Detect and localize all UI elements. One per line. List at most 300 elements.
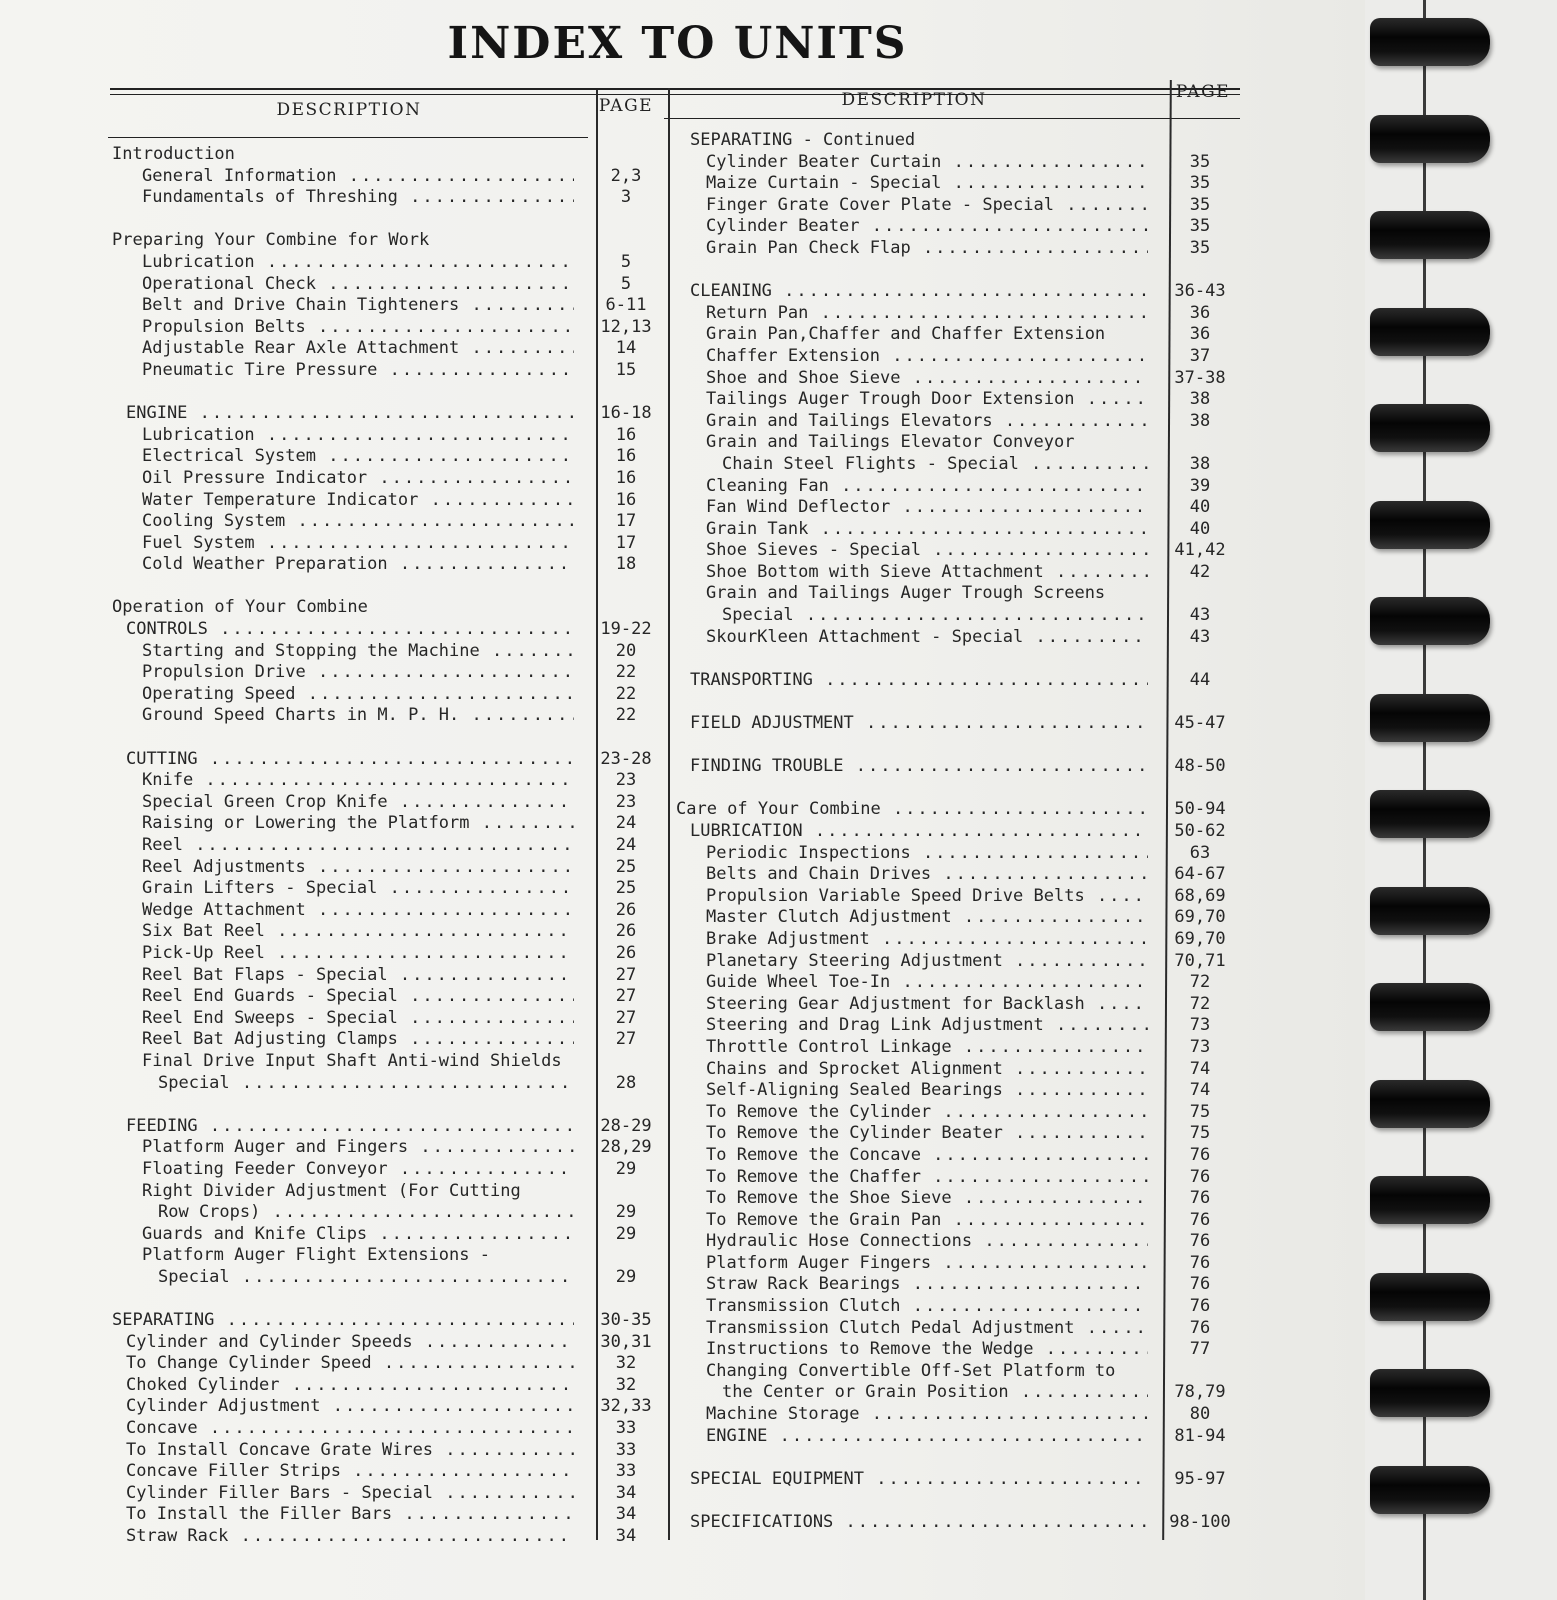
entry-page-number: 81-94: [1174, 1425, 1226, 1446]
index-entry: [676, 1015, 1252, 1037]
index-entry: [112, 1310, 672, 1332]
index-entry: [112, 1440, 672, 1462]
entry-description: ENGINE .....: [706, 1426, 1148, 1448]
entry-description: Straw Rack .....: [126, 1526, 574, 1548]
index-entry: [112, 144, 672, 166]
index-entry: [676, 735, 1252, 757]
entry-description: Lubrication .....: [142, 252, 574, 274]
entry-description: Transmission Clutch .....: [706, 1296, 1148, 1318]
entry-description: ENGINE .....: [126, 403, 574, 425]
binding-ring: [1370, 1466, 1490, 1514]
index-entry: [676, 368, 1252, 390]
entry-page-number: 76: [1189, 1231, 1211, 1252]
index-entry: [676, 972, 1252, 994]
entry-page-number: 27: [615, 1007, 637, 1028]
entry-description: Operation of Your Combine: [112, 597, 368, 618]
entry-description: Belt and Drive Chain Tighteners .....: [142, 295, 574, 317]
entry-description: SEPARATING .....: [112, 1310, 574, 1332]
entry-description: Floating Feeder Conveyor .....: [142, 1159, 574, 1181]
entry-page-number: 26: [615, 899, 637, 920]
entry-page-number: 16: [615, 467, 637, 488]
entry-description: To Remove the Cylinder .....: [706, 1102, 1148, 1124]
entry-description: Reel Bat Adjusting Clamps .....: [142, 1029, 574, 1051]
entry-description: Steering Gear Adjustment for Backlash .....: [706, 994, 1148, 1016]
entry-page-number: 98-100: [1169, 1512, 1231, 1532]
binding-ring: [1370, 1176, 1490, 1224]
entry-description: Raising or Lowering the Platform .....: [142, 813, 574, 835]
left-entry-list: [112, 144, 672, 1548]
entry-description: To Remove the Cylinder Beater .....: [706, 1123, 1148, 1145]
entry-page-number: 15: [615, 359, 637, 380]
index-entry: [112, 1073, 672, 1095]
entry-page-number: 63: [1189, 842, 1211, 863]
entry-description: Reel .....: [142, 835, 574, 857]
entry-page-number: 16-18: [600, 403, 652, 424]
entry-description: Hydraulic Hose Connections .....: [706, 1231, 1148, 1253]
entry-description: Finger Grate Cover Plate - Special .....: [706, 195, 1148, 217]
index-entry: [676, 1339, 1252, 1361]
entry-description: Self-Aligning Sealed Bearings .....: [706, 1080, 1148, 1102]
index-entry: [112, 1181, 672, 1203]
entry-page-number: 38: [1189, 410, 1211, 431]
entry-description: Guards and Knife Clips .....: [142, 1224, 574, 1246]
entry-description: LUBRICATION .....: [690, 821, 1148, 843]
entry-page-number: 34: [615, 1526, 637, 1546]
entry-description: Propulsion Variable Speed Drive Belts .....: [706, 886, 1148, 908]
binding-ring: [1370, 1080, 1490, 1128]
entry-page-number: 28-29: [600, 1115, 652, 1136]
index-entry: [676, 951, 1252, 973]
entry-page-number: 37: [1189, 345, 1211, 366]
entry-page-number: 30-35: [600, 1310, 652, 1331]
entry-description: Operational Check .....: [142, 274, 574, 296]
entry-page-number: 26: [615, 921, 637, 942]
index-entry: [676, 864, 1252, 886]
entry-page-number: 16: [615, 446, 637, 467]
binding-ring: [1370, 1273, 1490, 1321]
entry-description: Shoe Bottom with Sieve Attachment .....: [706, 562, 1148, 584]
index-entry: [112, 360, 672, 382]
entry-page-number: 30,31: [600, 1331, 652, 1352]
entry-description: Steering and Drag Link Adjustment .....: [706, 1015, 1148, 1037]
entry-page-number: 20: [615, 640, 637, 661]
entry-description: Pick-Up Reel .....: [142, 943, 574, 965]
index-entry: [676, 627, 1252, 649]
index-entry: [676, 1037, 1252, 1059]
entry-description: Cylinder Filler Bars - Special .....: [126, 1483, 574, 1505]
entry-page-number: 36: [1189, 324, 1211, 345]
entry-page-number: 80: [1189, 1404, 1211, 1425]
entry-page-number: 35: [1189, 237, 1211, 258]
entry-page-number: 5: [620, 251, 632, 272]
entry-description: SPECIFICATIONS .....: [690, 1512, 1148, 1534]
entry-description: To Remove the Concave .....: [706, 1145, 1148, 1167]
entry-page-number: 76: [1189, 1209, 1211, 1230]
entry-description: Belts and Chain Drives .....: [706, 864, 1148, 886]
entry-page-number: 78,79: [1174, 1382, 1226, 1403]
entry-page-number: 34: [615, 1482, 637, 1503]
entry-description: Instructions to Remove the Wedge .....: [706, 1339, 1148, 1361]
index-entry: [676, 1426, 1252, 1448]
index-entry: [112, 274, 672, 296]
index-entry: [676, 454, 1252, 476]
index-entry: [112, 576, 672, 598]
entry-page-number: 14: [615, 338, 637, 359]
index-entry: [676, 1361, 1252, 1383]
index-entry: [676, 152, 1252, 174]
entry-page-number: 43: [1189, 626, 1211, 647]
entry-description: Tailings Auger Trough Door Extension .....: [706, 389, 1148, 411]
entry-page-number: 69,70: [1174, 907, 1226, 928]
entry-page-number: 33: [615, 1418, 637, 1439]
entry-page-number: 22: [615, 705, 637, 726]
entry-description: Master Clutch Adjustment .....: [706, 907, 1148, 929]
entry-page-number: 32,33: [600, 1396, 652, 1417]
right-description-header: DESCRIPTION: [841, 90, 987, 110]
entry-description: Grain Tank .....: [706, 519, 1148, 541]
entry-page-number: 34: [615, 1504, 637, 1525]
binding-ring: [1370, 887, 1490, 935]
index-entry: [676, 994, 1252, 1016]
entry-page-number: 76: [1189, 1296, 1211, 1317]
index-entry: [112, 900, 672, 922]
left-page-header: PAGE: [598, 96, 654, 116]
index-entry: [112, 446, 672, 468]
entry-description: To Remove the Shoe Sieve .....: [706, 1188, 1148, 1210]
entry-page-number: 39: [1189, 475, 1211, 496]
entry-description: Grain Pan Check Flap .....: [706, 238, 1148, 260]
entry-page-number: 32: [615, 1374, 637, 1395]
entry-page-number: 50-94: [1174, 799, 1226, 820]
index-entry: [676, 195, 1252, 217]
index-entry: [112, 338, 672, 360]
entry-description: Special .....: [158, 1073, 574, 1095]
entry-page-number: 29: [615, 1158, 637, 1179]
index-entry: [676, 389, 1252, 411]
index-entry: [112, 727, 672, 749]
entry-page-number: 76: [1189, 1274, 1211, 1295]
index-entry: [112, 295, 672, 317]
index-entry: [112, 187, 672, 209]
entry-description: Cold Weather Preparation .....: [142, 554, 574, 576]
entry-description: Oil Pressure Indicator .....: [142, 468, 574, 490]
entry-description: Special .....: [722, 605, 1148, 627]
entry-page-number: 73: [1189, 1036, 1211, 1057]
entry-page-number: 23: [615, 770, 637, 791]
entry-description: Cylinder and Cylinder Speeds .....: [126, 1332, 574, 1354]
index-entry: [112, 835, 672, 857]
entry-page-number: 25: [615, 856, 637, 877]
entry-description: Periodic Inspections .....: [706, 843, 1148, 865]
index-entry: [676, 1210, 1252, 1232]
entry-page-number: 40: [1189, 497, 1211, 518]
entry-description: To Install the Filler Bars .....: [126, 1504, 574, 1526]
entry-page-number: 43: [1189, 605, 1211, 626]
entry-page-number: 70,71: [1174, 950, 1226, 971]
entry-description: Care of Your Combine .....: [676, 799, 1148, 821]
right-entry-list: [676, 130, 1252, 1534]
index-entry: [112, 1029, 672, 1051]
index-entry: [112, 619, 672, 641]
entry-description: Platform Auger and Fingers .....: [142, 1137, 574, 1159]
entry-description: Six Bat Reel .....: [142, 921, 574, 943]
index-entry: [112, 1094, 672, 1116]
entry-description: Fuel System .....: [142, 533, 574, 555]
index-entry: [676, 1318, 1252, 1340]
index-entry: [676, 238, 1252, 260]
entry-description: General Information .....: [142, 166, 574, 188]
entry-description: Adjustable Rear Axle Attachment .....: [142, 338, 574, 360]
entry-description: Maize Curtain - Special .....: [706, 173, 1148, 195]
entry-page-number: 50-62: [1174, 821, 1226, 841]
index-entry: [112, 1202, 672, 1224]
entry-description: Straw Rack Bearings .....: [706, 1274, 1148, 1296]
binding-ring: [1370, 308, 1490, 356]
index-entry: [112, 813, 672, 835]
index-entry: [676, 886, 1252, 908]
entry-description: Reel End Sweeps - Special .....: [142, 1008, 574, 1030]
index-entry: [676, 1059, 1252, 1081]
index-entry: [676, 1490, 1252, 1512]
index-entry: [112, 965, 672, 987]
entry-page-number: 18: [615, 554, 637, 575]
entry-description: Starting and Stopping the Machine .....: [142, 641, 574, 663]
index-entry: [676, 1102, 1252, 1124]
entry-page-number: 44: [1189, 669, 1211, 690]
index-entry: [676, 476, 1252, 498]
binding-ring: [1370, 694, 1490, 742]
index-entry: [112, 1288, 672, 1310]
entry-description: Grain and Tailings Elevators .....: [706, 411, 1148, 433]
index-entry: [676, 1167, 1252, 1189]
entry-page-number: 35: [1189, 173, 1211, 194]
index-entry: [676, 843, 1252, 865]
entry-page-number: 28: [615, 1072, 637, 1093]
entry-description: Special Green Crop Knife .....: [142, 792, 574, 814]
entry-page-number: 33: [615, 1461, 637, 1482]
index-entry: [112, 1375, 672, 1397]
index-entry: [676, 432, 1252, 454]
index-entry: [676, 713, 1252, 735]
index-entry: [676, 756, 1252, 778]
entry-page-number: 75: [1189, 1101, 1211, 1122]
index-entry: [676, 821, 1252, 843]
entry-description: CLEANING .....: [690, 281, 1148, 303]
entry-page-number: 3: [620, 187, 632, 208]
entry-description: Concave Filler Strips .....: [126, 1461, 574, 1483]
index-entry: [112, 382, 672, 404]
entry-description: Fan Wind Deflector .....: [706, 497, 1148, 519]
entry-page-number: 69,70: [1174, 928, 1226, 949]
index-entry: [676, 173, 1252, 195]
entry-page-number: 68,69: [1174, 885, 1226, 906]
entry-page-number: 23-28: [600, 748, 652, 769]
index-entry: [112, 1224, 672, 1246]
binding-ring: [1370, 1369, 1490, 1417]
index-entry: [676, 778, 1252, 800]
index-entry: [112, 1116, 672, 1138]
index-entry: [676, 799, 1252, 821]
index-entry: [676, 346, 1252, 368]
index-entry: [676, 583, 1252, 605]
entry-description: Shoe and Shoe Sieve .....: [706, 368, 1148, 390]
binding-ring: [1370, 501, 1490, 549]
index-entry: [112, 1267, 672, 1289]
index-entry: [112, 1159, 672, 1181]
entry-page-number: 76: [1189, 1317, 1211, 1338]
entry-description: Propulsion Belts .....: [142, 317, 574, 339]
entry-description: Chains and Sprocket Alignment .....: [706, 1059, 1148, 1081]
entry-description: Cylinder Beater .....: [706, 216, 1148, 238]
index-entry: [112, 1353, 672, 1375]
index-entry: [676, 670, 1252, 692]
entry-page-number: 19-22: [600, 619, 652, 640]
entry-page-number: 36: [1189, 302, 1211, 323]
entry-description: Platform Auger Fingers .....: [706, 1253, 1148, 1275]
entry-description: Row Crops) .....: [158, 1202, 574, 1224]
entry-description: the Center or Grain Position .....: [722, 1382, 1148, 1404]
entry-description: FEEDING .....: [126, 1116, 574, 1138]
index-entry: [676, 260, 1252, 282]
entry-page-number: 73: [1189, 1015, 1211, 1036]
index-entry: [676, 411, 1252, 433]
index-entry: [676, 1404, 1252, 1426]
entry-page-number: 29: [615, 1223, 637, 1244]
entry-description: FIELD ADJUSTMENT .....: [690, 713, 1148, 735]
entry-description: Introduction: [112, 144, 235, 164]
index-entry: [676, 1512, 1252, 1534]
binding-ring: [1370, 211, 1490, 259]
entry-description: Electrical System .....: [142, 446, 574, 468]
entry-page-number: 95-97: [1174, 1468, 1226, 1489]
entry-description: Propulsion Drive .....: [142, 662, 574, 684]
entry-page-number: 33: [615, 1439, 637, 1460]
entry-page-number: 48-50: [1174, 756, 1226, 777]
entry-page-number: 27: [615, 964, 637, 985]
index-entry: [676, 691, 1252, 713]
index-entry: [676, 1296, 1252, 1318]
entry-description: Reel End Guards - Special .....: [142, 986, 574, 1008]
index-entry: [676, 1145, 1252, 1167]
entry-page-number: 26: [615, 942, 637, 963]
index-entry: [112, 1418, 672, 1440]
index-entry: [676, 1469, 1252, 1491]
entry-description: To Remove the Grain Pan .....: [706, 1210, 1148, 1232]
entry-page-number: 24: [615, 813, 637, 834]
index-entry: [112, 1504, 672, 1526]
entry-description: Knife .....: [142, 770, 574, 792]
entry-description: Concave .....: [126, 1418, 574, 1440]
entry-description: Operating Speed .....: [142, 684, 574, 706]
entry-page-number: 42: [1189, 561, 1211, 582]
index-entry: [112, 878, 672, 900]
entry-description: Cylinder Adjustment .....: [126, 1396, 574, 1418]
index-entry: [112, 468, 672, 490]
entry-description: Lubrication .....: [142, 425, 574, 447]
entry-description: Pneumatic Tire Pressure .....: [142, 360, 574, 382]
entry-page-number: 76: [1189, 1166, 1211, 1187]
entry-page-number: 41,42: [1174, 540, 1226, 561]
index-entry: [112, 641, 672, 663]
index-entry: [112, 684, 672, 706]
entry-description: Fundamentals of Threshing .....: [142, 187, 574, 209]
index-entry: [112, 166, 672, 188]
entry-description: Reel Adjustments .....: [142, 857, 574, 879]
index-entry: [112, 511, 672, 533]
entry-page-number: 36-43: [1174, 281, 1226, 302]
entry-description: TRANSPORTING .....: [690, 670, 1148, 692]
entry-page-number: 29: [615, 1202, 637, 1223]
entry-description: CONTROLS .....: [126, 619, 574, 641]
entry-page-number: 40: [1189, 518, 1211, 539]
index-entry: [112, 1008, 672, 1030]
binding-ring: [1370, 115, 1490, 163]
entry-page-number: 45-47: [1174, 713, 1226, 734]
index-entry: [112, 1396, 672, 1418]
index-entry: [676, 1274, 1252, 1296]
index-entry: [112, 597, 672, 619]
entry-description: Choked Cylinder .....: [126, 1375, 574, 1397]
entry-description: Chain Steel Flights - Special .....: [722, 454, 1148, 476]
binding-ring: [1370, 597, 1490, 645]
entry-page-number: 74: [1189, 1080, 1211, 1101]
entry-description: Brake Adjustment .....: [706, 929, 1148, 951]
index-entry: [676, 1447, 1252, 1469]
entry-page-number: 35: [1189, 194, 1211, 215]
index-entry: [112, 403, 672, 425]
index-entry: [676, 1231, 1252, 1253]
index-entry: [676, 303, 1252, 325]
index-entry: [112, 705, 672, 727]
binding-ring: [1370, 404, 1490, 452]
index-entry: [112, 533, 672, 555]
entry-page-number: 29: [615, 1266, 637, 1287]
entry-page-number: 64-67: [1174, 864, 1226, 885]
entry-page-number: 28,29: [600, 1137, 652, 1158]
entry-description: Grain Pan,Chaffer and Chaffer Extension: [706, 324, 1106, 345]
index-entry: [676, 324, 1252, 346]
entry-page-number: 72: [1189, 993, 1211, 1014]
entry-page-number: 76: [1189, 1144, 1211, 1165]
entry-page-number: 6-11: [605, 295, 647, 316]
entry-page-number: 76: [1189, 1188, 1211, 1209]
entry-description: SPECIAL EQUIPMENT .....: [690, 1469, 1148, 1491]
index-entry: [112, 317, 672, 339]
entry-page-number: 22: [615, 662, 637, 683]
entry-page-number: 37-38: [1174, 367, 1226, 388]
entry-page-number: 38: [1189, 453, 1211, 474]
entry-description: Platform Auger Flight Extensions -: [142, 1245, 490, 1266]
entry-description: Cylinder Beater Curtain .....: [706, 152, 1148, 174]
entry-page-number: 27: [615, 1029, 637, 1050]
index-entry: [676, 497, 1252, 519]
entry-description: To Remove the Chaffer .....: [706, 1167, 1148, 1189]
entry-description: Chaffer Extension .....: [706, 346, 1148, 368]
index-entry: [112, 1526, 672, 1548]
index-entry: [112, 1332, 672, 1354]
index-entry: [112, 230, 672, 252]
entry-page-number: 72: [1189, 972, 1211, 993]
entry-description: To Install Concave Grate Wires .....: [126, 1440, 574, 1462]
index-entry: [112, 1461, 672, 1483]
entry-description: Ground Speed Charts in M. P. H. .....: [142, 705, 574, 727]
entry-page-number: 12,13: [600, 316, 652, 337]
index-entry: [112, 857, 672, 879]
binding-ring: [1370, 18, 1490, 66]
entry-description: To Change Cylinder Speed .....: [126, 1353, 574, 1375]
entry-description: Grain and Tailings Auger Trough Screens: [706, 583, 1106, 604]
index-entry: [676, 216, 1252, 238]
